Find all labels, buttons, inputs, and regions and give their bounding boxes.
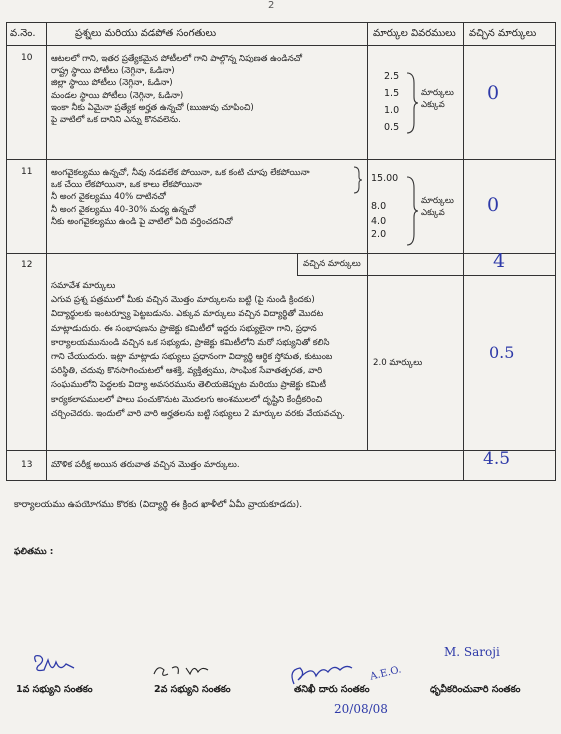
text-line: పరిస్థితి, చదువు కొనసాగించుటలో ఆశక్తి, వ్యక్తిత్వము, సాంఘిక సేవాతత్పరత, వారి [51, 366, 323, 377]
row-10-sno: 10 [21, 53, 33, 63]
signature-label-3: తనిఖీ దారు సంతకం [294, 684, 370, 695]
text-line: మాట్లాడుదురు. ఈ సంభాషణను ప్రాజెక్టు కమిటీలో ఇద్దరు సభ్యులైనా గాని, ప్రధాన [51, 323, 317, 334]
text-line: విద్యార్థులకు ఇంటర్వ్యూ పెట్టబడును. ఎక్కువ మార్కులు వచ్చిన విద్యార్థితో మొదట [51, 309, 324, 320]
col-divider [367, 23, 368, 450]
row-11-sno: 11 [21, 167, 33, 177]
mark-value: 1.0 [384, 105, 400, 116]
row-divider [297, 275, 555, 276]
row-12-obtained: 0.5 [489, 343, 515, 362]
row-divider [7, 450, 555, 451]
text-line: పై వాటిలో ఒక దానిని ఎన్ను కొనవలెను. [51, 115, 181, 126]
text-line: సమావేశ మార్కులు [51, 281, 116, 291]
col-divider [46, 23, 47, 480]
marks-label-line: మార్కులు [421, 88, 454, 98]
text-line: ఒక చేయి లేకపోయినా, ఒక కాలు లేకపోయినా [51, 180, 202, 191]
brace-icon [405, 175, 419, 247]
office-use-note: కార్యాలయము ఉపయోగము కొరకు (విద్యార్థి ఈ క్రింద ఖాళీలో ఏమీ వ్రాయకూడదు). [14, 500, 303, 510]
signature-label-1: 1వ సభ్యుని సంతకం [16, 684, 93, 695]
subtotal-divider [297, 253, 298, 275]
signature-label-2: 2వ సభ్యుని సంతకం [154, 684, 231, 695]
col-divider [463, 23, 464, 480]
text-line: గాని చేయుదురు. ఇట్లా మాట్లాడు సభ్యులు ప్రధానంగా విద్యార్థి ఆర్థిక స్తోమత, కుటుంబ [51, 352, 333, 363]
row-10-marks-values [384, 71, 399, 139]
row-13-sno: 13 [21, 460, 33, 470]
text-line: మండల స్థాయి పోటీలు (నెగ్గినా, ఓడినా) [51, 90, 184, 101]
row-10-text [51, 53, 302, 126]
header-marks-details: మార్కుల వివరములు [373, 28, 456, 39]
row-12-marks: 2.0 మార్కులు [373, 358, 423, 368]
marks-table [6, 22, 556, 481]
row-10-marks-label [421, 87, 454, 111]
text-line: నీకు అంగవైకల్యము ఉండి పై వాటిలో ఏది వర్తించదనిచో [51, 216, 233, 227]
row-divider [7, 159, 555, 160]
signature-2-icon [150, 660, 220, 682]
text-line: చర్చించెదరు. ఇందులో వారి వారి అర్హతలను బట్టి సభ్యులు 2 మార్కుల వరకు వేయవచ్చు. [51, 408, 346, 419]
mark-value: 2.5 [384, 71, 400, 82]
text-line: రాష్ట్ర స్థాయి పోటీలు (నెగ్గినా, ఓడినా) [51, 66, 175, 77]
mark-value: 1.5 [384, 88, 400, 99]
row-10-obtained: 0 [487, 82, 500, 104]
row-divider [7, 253, 555, 254]
text-line: కార్యకలాపములలో పాలు పంచుకొనుట మొదలగు అంశములలో దృష్టిని కేంద్రీకరించి [51, 394, 323, 405]
row-12-text [51, 279, 345, 421]
signature-date-text: 20/08/08 [334, 702, 388, 716]
marks-label-line: ఎక్కువ [421, 208, 445, 219]
row-13-obtained: 4.5 [483, 449, 511, 469]
row-11-text [51, 167, 310, 228]
text-line: ఇంకా నీకు ఏమైనా ప్రత్యేక అర్హత ఉన్నచో (ఋజువు చూపించి) [51, 102, 254, 113]
signature-aeo-text: A.E.O. [368, 664, 403, 683]
row-13-text: మౌళిక పరీక్ష అయిన తరువాత వచ్చిన మొత్తం మార్కులు. [51, 460, 240, 470]
text-line: ఆటలలో గాని, ఇతర ప్రత్యేకమైన పోటీలలో గాని పాల్గొన్న నిపుణత ఉండినచో [51, 54, 303, 64]
brace-icon [405, 71, 419, 135]
signature-label-4: ధృవీకరించువారి సంతకం [430, 684, 521, 695]
header-marks-obtained: వచ్చిన మార్కులు [469, 28, 537, 39]
marks-label-line: ఎక్కువ [421, 100, 445, 111]
text-line: ఎగువ ప్రశ్న పత్రములో మీకు వచ్చిన మొత్తం మార్కులను బట్టి (పై నుండి క్రిందకు) [51, 295, 315, 306]
subtotal-label: వచ్చిన మార్కులు [303, 259, 361, 269]
text-line: జిల్లా స్థాయి పోటీలు (నెగ్గినా, ఓడినా) [51, 78, 173, 89]
mark-value: 4.0 [371, 216, 387, 227]
text-line: సంఘములోని పెద్దలకు విద్యా అవసరమును తెలియజెప్పుట మరియు ప్రాజెక్టు కమిటీ [51, 380, 326, 391]
text-line: అంగవైకల్యము ఉన్నచో, నీవు నడవలేక పోయినా, ఒక కంటి చూపు లేకపోయినా [51, 168, 310, 178]
mark-value: 0.5 [384, 122, 400, 133]
marks-label-line: మార్కులు [421, 196, 454, 206]
brace-icon [353, 166, 363, 194]
row-12-sno: 12 [21, 260, 33, 270]
mark-value: 15.00 [371, 173, 399, 184]
text-line: కార్యాలయమునుండి వచ్చిన ఒక సభ్యుడు, ప్రాజెక్టు కమిటీలోని మరో సభ్యునితో కలిసి [51, 337, 330, 348]
row-divider [7, 45, 555, 46]
result-label: ఫలితము : [14, 547, 54, 557]
header-question: ప్రశ్నలు మరియు వడపోత సంగతులు [75, 28, 217, 39]
signature-1-icon [30, 652, 80, 680]
mark-value: 2.0 [371, 229, 387, 240]
mark-value: 8.0 [371, 201, 387, 212]
row-11-marks-label [421, 195, 454, 219]
subtotal-value: 4 [493, 250, 506, 272]
row-11-marks-values [371, 173, 398, 242]
page-number: 2 [268, 0, 275, 11]
header-sno: వ.నెం. [10, 28, 36, 39]
text-line: నీ అంగ వైకల్యము 40-30% మధ్య ఉన్నచో [51, 204, 196, 215]
signature-4-text: M. Saroji [444, 645, 500, 659]
row-11-obtained: 0 [487, 194, 500, 216]
text-line: నీ అంగ వైకల్యము 40% దాటినచో [51, 192, 166, 203]
